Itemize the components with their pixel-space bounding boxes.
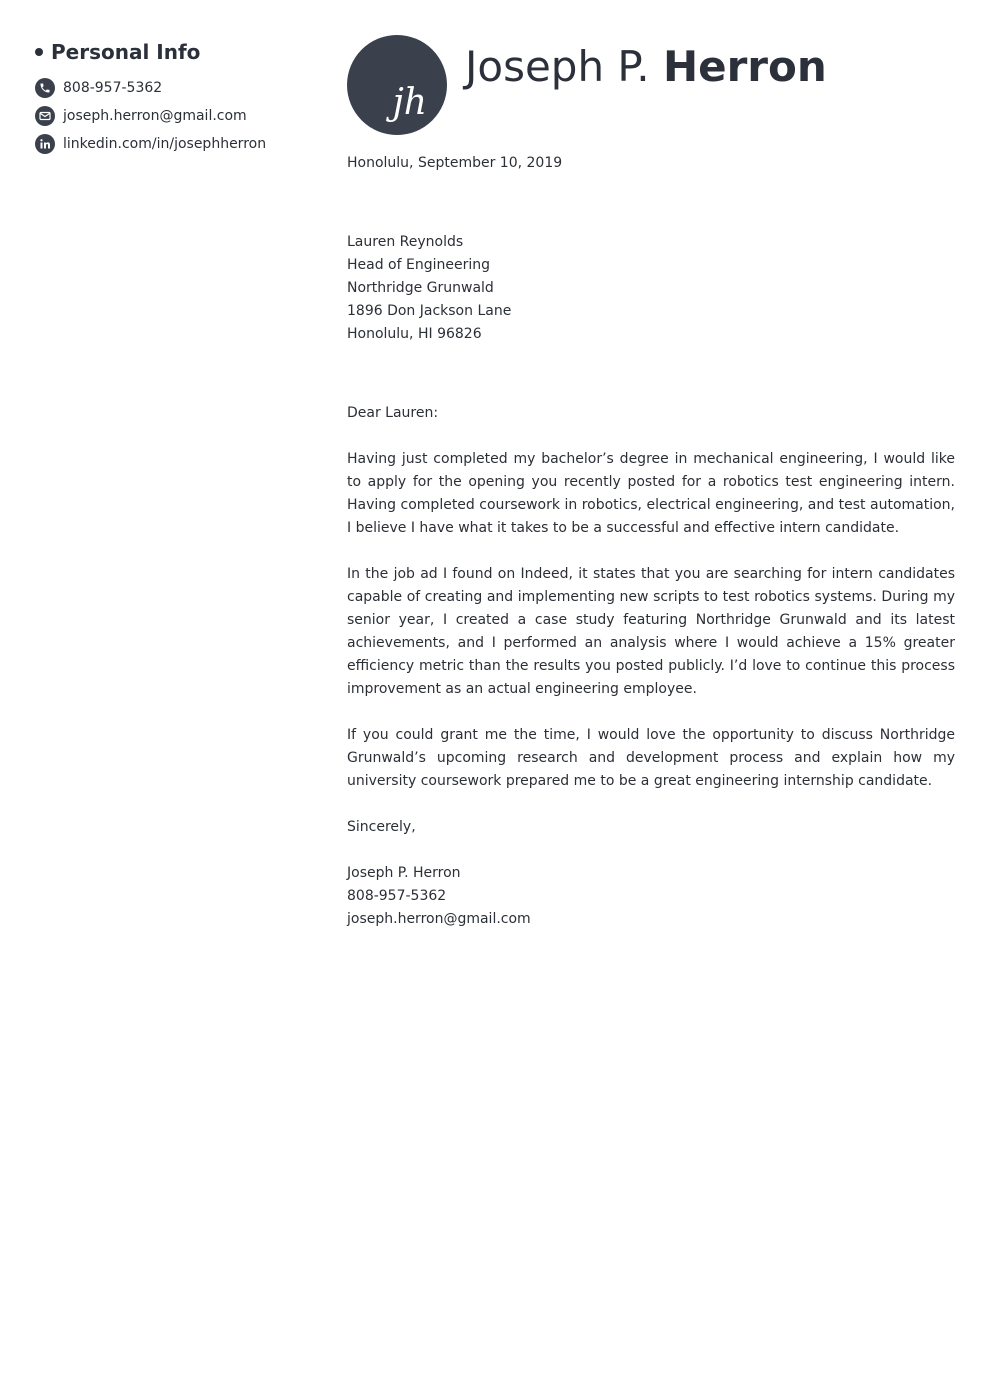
personal-info-heading — [35, 38, 315, 66]
mail-icon — [35, 106, 55, 126]
closing: Sincerely, — [347, 819, 416, 835]
body-paragraph-3: If you could grant me the time, I would love the opportunity to discuss Northridge Grunwald’s upcoming research and development process and explain how my university coursework prepared me to be a great engineering internship candidate. — [347, 727, 955, 789]
signature-name: Joseph P. Herron — [347, 865, 461, 881]
email-address[interactable]: joseph.herron@gmail.com — [63, 108, 247, 124]
first-name: Joseph P. — [465, 42, 650, 91]
contact-email — [35, 102, 315, 130]
signature-email: joseph.herron@gmail.com — [347, 911, 531, 927]
page-title — [465, 39, 827, 95]
recipient-block — [347, 231, 955, 346]
contact-linkedin — [35, 130, 315, 158]
main-content — [347, 35, 955, 931]
recipient-company: Northridge Grunwald — [347, 280, 494, 296]
linkedin-icon — [35, 134, 55, 154]
recipient-city: Honolulu, HI 96826 — [347, 326, 482, 342]
cover-letter — [347, 152, 955, 931]
header — [347, 35, 955, 135]
phone-number[interactable]: 808-957-5362 — [63, 80, 163, 96]
recipient-street: 1896 Don Jackson Lane — [347, 303, 512, 319]
recipient-title: Head of Engineering — [347, 257, 491, 273]
personal-info-title: Personal Info — [51, 40, 201, 64]
contact-phone — [35, 74, 315, 102]
contact-list — [35, 74, 315, 158]
signature-block — [347, 862, 955, 931]
last-name: Herron — [662, 42, 827, 91]
signature-phone: 808-957-5362 — [347, 888, 447, 904]
monogram: jh — [392, 82, 427, 123]
avatar — [347, 35, 447, 135]
bullet-icon — [35, 48, 43, 56]
recipient-name: Lauren Reynolds — [347, 234, 464, 250]
body-paragraph-1: Having just completed my bachelor’s degree in mechanical engineering, I would like to apply for the opening you recently posted for a robotics test engineering intern. Having completed coursework in robotics, electrical engineering, and test automation, I believe I have what it takes to be a successful and effective intern candidate. — [347, 451, 955, 536]
salutation: Dear Lauren: — [347, 405, 439, 421]
letter-date: Honolulu, September 10, 2019 — [347, 155, 563, 171]
sidebar — [35, 38, 315, 158]
linkedin-url[interactable]: linkedin.com/in/josephherron — [63, 136, 267, 152]
phone-icon — [35, 78, 55, 98]
body-paragraph-2: In the job ad I found on Indeed, it states that you are searching for intern candidates capable of creating and implementing new scripts to test robotics systems. During my senior year, I created a case study featuring Northridge Grunwald and its latest achievements, and I performed an analysis where I would achieve a 15% greater efficiency metric than the results you posted publicly. I’d love to continue this process improvement as an actual engineering employee. — [347, 566, 955, 697]
